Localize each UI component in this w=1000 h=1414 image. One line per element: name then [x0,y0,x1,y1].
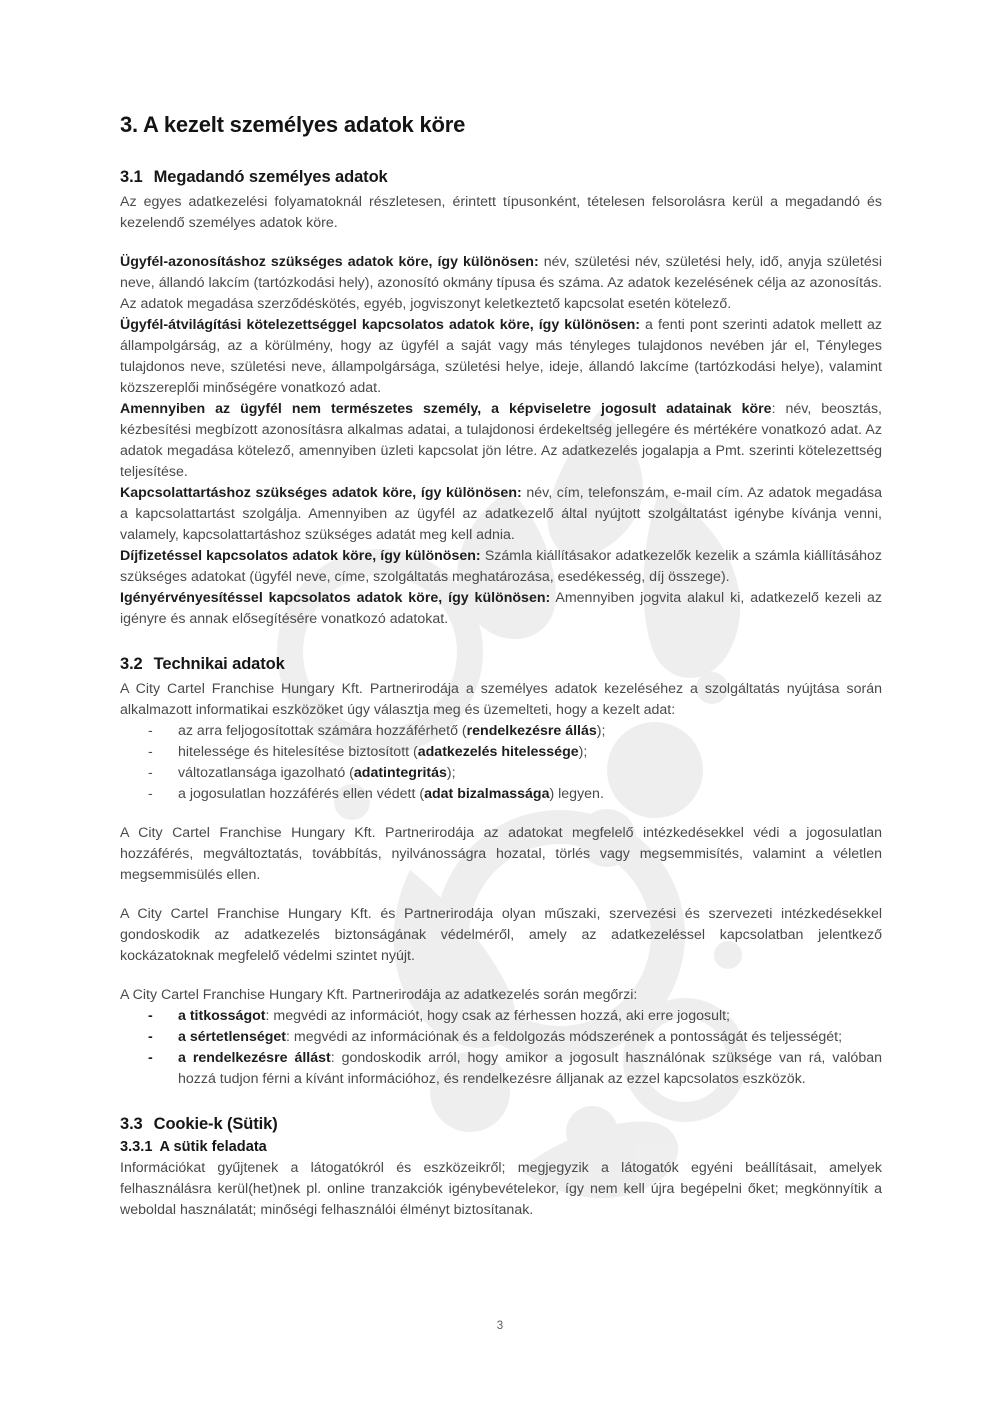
item-pre: hitelessége és hitelesítése biztosított ( [178,744,418,760]
guarantee-term: a sértetlenséget [178,1029,287,1045]
section-number: 3.3 [120,1115,143,1133]
guarantee-text: : megvédi az információt, hogy csak az férhessen hozzá, aki erre jogosult; [265,1008,730,1024]
entry-body: a fenti pont szerinti adatok mellett az állampolgárság, az a körülmény, hogy az ügyfél a saját vagy más tényleges tulajdonos nevében jár el, Tényleges tulajdonos neve, születési neve, állampolgársága, születési helye, ideje, állandó lakcíme (tartózkodási helye), valamint közszereplői minőségére vonatkozó adat. [120,317,883,396]
subsection-number: 3.3.1 [120,1139,153,1155]
section-heading-3-2 [120,655,882,674]
entry-lead: Díjfizetéssel kapcsolatos adatok köre, így különösen: [120,548,481,564]
entry-body: : név, beosztás, kézbesítési megbízott azonosításra alkalmas adatai, a tulajdonosi érdekeltség jellegére és mértékére vonatkozó adat. Az adatok megadása kötelező, amennyiben üzleti kapcsolat jön létre. Az adatkezelés jogalapja a Pmt. szerinti kötelezettség teljesítése. [120,401,882,480]
guarantee-item [120,1027,882,1048]
entry-body: Számla kiállításakor adatkezelők kezelik a számla kiállításához szükséges adatokat (ügyfél neve, címe, szolgáltatás meghatározása, esedékesség, díj összege). [120,548,883,585]
guarantee-text: : gondoskodik arról, hogy amikor a jogosult használónak szüksége van rá, valóban hozzá tudjon férni a kívánt információhoz, és rendelkezésre álljanak az ezzel kapcsolatos eszközök. [178,1050,882,1087]
data-scope-entry [120,315,882,399]
security-paragraph: A City Cartel Franchise Hungary Kft. Partnerirodája az adatokat megfelelő intézkedésekkel védi a jogosulatlan hozzáférés, megváltoztatás, továbbítás, nyilvánosságra hozatal, törlés vagy megsemmisítés, valamint a véletlen megsemmisülés ellen. [120,825,882,883]
item-bold: adatkezelés hitelessége [417,744,579,760]
security-paragraph: A City Cartel Franchise Hungary Kft. Partnerirodája az adatkezelés során megőrzi: [120,987,638,1003]
section-number: 3.2 [120,655,143,673]
cookies-paragraph: Információkat gyűjtenek a látogatókról és eszközeikről; megjegyzik a látogatók egyéni beállításait, amelyek felhasználásra kerül(het)nek pl. online tranzakciók igénybevételekor, így nem kell újra begépelni őket; megkönnyítik a weboldal használatát; minőségi felhasználói élményt biztosítanak. [120,1160,882,1218]
spacer [120,234,882,252]
entry-lead: Ügyfél-átvilágítási kötelezettséggel kapcsolatos adatok köre, így különösen: [120,317,640,333]
entry-lead: Kapcsolattartáshoz szükséges adatok köre, így különösen: [120,485,522,501]
item-pre: változatlansága igazolható ( [178,765,354,781]
guarantee-item [120,1048,882,1090]
dash-marker: - [148,744,153,760]
item-bold: adatintegritás [353,765,447,781]
item-post: ); [446,765,456,781]
document-content [120,112,882,1221]
item-bold: adat bizalmassága [424,786,550,802]
item-pre: az arra feljogosítottak számára hozzáférhető ( [178,723,467,739]
entry-lead: Amennyiben az ügyfél nem természetes személy, a képviseletre jogosult adatainak köre [120,401,772,417]
security-paragraph: A City Cartel Franchise Hungary Kft. és Partnerirodája olyan műszaki, szervezési és szervezeti intézkedésekkel gondoskodik az adatkezelés biztonságának védelméről, amely az adatkezeléssel kapcsolatban jelentkező kockázatoknak megfelelő védelmi szintet nyújt. [120,906,882,964]
list-item [120,742,882,763]
section-title: Technikai adatok [153,655,285,673]
guarantee-term: a titkosságot [178,1008,266,1024]
section-heading-3-1 [120,168,882,187]
list-item [120,763,882,784]
section-number: 3.1 [120,168,143,186]
section-3-2-intro: A City Cartel Franchise Hungary Kft. Partnerirodája a személyes adatok kezeléséhez a szolgáltatás nyújtása során alkalmazott informatikai eszközöket úgy választja meg és üzemelteti, hogy a kezelt adat: [120,681,882,718]
chapter-title: 3. A kezelt személyes adatok köre [120,112,466,137]
spacer [120,886,882,904]
item-post: ); [578,744,588,760]
data-scope-entry [120,252,882,315]
entry-lead: Igényérvényesítéssel kapcsolatos adatok köre, így különösen: [120,590,551,606]
section-title: Megadandó személyes adatok [153,168,388,186]
item-post: ); [596,723,606,739]
guarantee-item [120,1006,882,1027]
list-item [120,721,882,742]
entry-lead: Ügyfél-azonosításhoz szükséges adatok köre, így különösen: [120,254,539,270]
dash-marker: - [148,1008,153,1024]
page-number: 3 [496,1320,504,1332]
item-post: ) legyen. [549,786,604,802]
item-pre: a jogosulatlan hozzáférés ellen védett ( [178,786,425,802]
section-3-1-intro: Az egyes adatkezelési folyamatoknál részletesen, érintett típusonként, tételesen felsorolásra kerül a megadandó és kezelendő személyes adatok köre. [120,194,882,231]
data-scope-entry [120,546,882,588]
dash-marker: - [148,765,153,781]
dash-marker: - [148,1050,153,1066]
section-heading-3-3 [120,1115,882,1134]
spacer [120,805,882,823]
guarantee-term: a rendelkezésre állást [178,1050,331,1066]
item-bold: rendelkezésre állás [466,723,597,739]
entry-body: név, születési név, születési hely, idő, anyja születési neve, állandó lakcím (tartózkodási hely), azonosító okmány típusa és száma. Az adatok kezelésének célja az azonosítás. Az adatok megadása szerződéskötés, egyéb, jogviszonyt keletkeztető kapcsolat esetén kötelező. [120,254,882,312]
guarantee-text: : megvédi az információnak és a feldolgozás módszerének a pontosságát és teljességét; [286,1029,843,1045]
subsection-title: A sütik feladata [159,1139,267,1155]
dash-marker: - [148,723,153,739]
entry-body: Amennyiben jogvita alakul ki, adatkezelő kezeli az igényre és annak elősegítésére vonatkozó adatokat. [120,590,882,627]
list-item [120,784,882,805]
spacer [120,967,882,985]
entry-body: név, cím, telefonszám, e-mail cím. Az adatok megadása a kapcsolattartást szolgálja. Amennyiben az ügyfél az adatkezelő által nyújtott szolgáltatást igénybe kívánja venni, valamely, kapcsolattartáshoz szükséges adatát meg kell adnia. [120,485,882,543]
dash-marker: - [148,786,153,802]
data-scope-entry [120,399,882,483]
data-scope-entry [120,483,882,546]
subsection-heading-3-3-1 [120,1139,882,1155]
section-title: Cookie-k (Sütik) [153,1115,278,1133]
dash-marker: - [148,1029,153,1045]
data-scope-entry [120,588,882,630]
